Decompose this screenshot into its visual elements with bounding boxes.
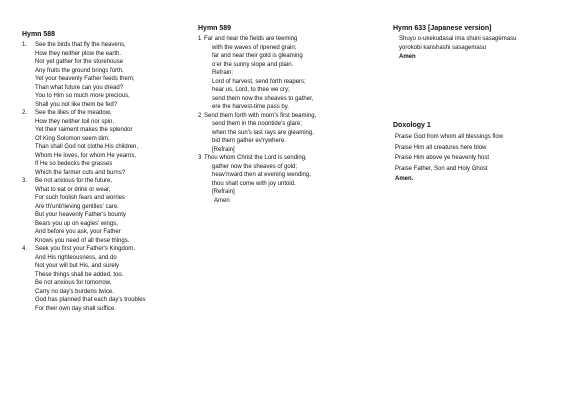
hymn-588-line (22, 262, 202, 271)
hymn-588-line (22, 305, 202, 314)
hymn-588-line (22, 58, 202, 67)
hymn-588-line (22, 92, 202, 101)
verse-line-text: Any fruits the ground brings forth. (35, 67, 124, 74)
hymn-588-line (22, 109, 202, 118)
verse-line-text: Than shall God not clothe His children, (35, 144, 139, 150)
verse-line-text: Bears you up on eagles' wings, (35, 220, 118, 227)
verse-number: 1. (22, 42, 28, 48)
doxology-title: Doxology 1 (393, 122, 431, 129)
verse-line-text: thou shalt come with joy untold. (212, 180, 296, 187)
hymn-588-line (22, 169, 202, 178)
hymn-633-line: yorokobi kanshashi sasagemasu (399, 44, 487, 51)
verse-line-text: gather now the sheaves of gold; (212, 163, 298, 170)
hymn-589-line (198, 188, 373, 197)
hymn-589-title: Hymn 589 (198, 25, 232, 32)
hymn-588-line (22, 118, 202, 127)
hymn-589-line (198, 61, 373, 70)
verse-number: 2 (198, 112, 202, 119)
verse-line-text: Lord of harvest, send forth reapers; (212, 78, 306, 85)
hymn-588-line (22, 288, 202, 297)
hymn-588-line (22, 203, 202, 212)
verse-line-text: Refrain: (212, 70, 234, 76)
verse-number: 3 (198, 155, 202, 161)
verse-line-text: Nor yet gather for the storehouse (35, 59, 124, 65)
verse-number: 1 (198, 36, 202, 42)
verse-line-text: hear us, Lord, to thee we cry; (212, 87, 290, 93)
verse-line-text: Thou whom Christ the Lord is sending, (204, 155, 307, 161)
hymn-588-line (22, 296, 202, 305)
hymn-588-line (22, 101, 202, 110)
verse-line-text: Are th'unb'lieving gentiles' care. (35, 203, 119, 210)
hymn-589-line (198, 78, 373, 87)
verse-line-text: heav'nward then at evening wending, (212, 172, 311, 178)
verse-line-text: Of King Solomon seem dim. (35, 135, 110, 142)
verse-line-text: Knows you need of all these things. (35, 237, 130, 244)
hymn-633-line: Shuyo o-ukekudasai ima shuni sasagemasu (399, 36, 517, 42)
verse-line-text: Not your will but His, and surely (35, 263, 120, 269)
hymn-588-line (22, 245, 202, 254)
hymn-589-line (198, 86, 373, 95)
hymn-588-line (22, 50, 202, 59)
verse-line-text: See the birds that fly the heavens, (35, 42, 126, 48)
hymn-588-line (22, 84, 202, 93)
hymn-589-line (198, 103, 373, 112)
verse-line-text: And before you ask, your Father (35, 229, 121, 235)
verse-line-text: How they neither plow the earth. (35, 50, 122, 57)
doxology-amen: Amen. (395, 176, 414, 182)
hymn-589-line (198, 154, 373, 163)
verse-line-text: You to Him so much more precious, (35, 93, 130, 99)
verse-number: 4. (22, 246, 28, 252)
verse-line-text: send them now the sheaves to gather, (212, 95, 314, 102)
hymn-633-title: Hymn 633 [Japanese version] (393, 25, 492, 32)
verse-line-text: Yet your heavenly Father feeds them; (35, 76, 135, 82)
hymn-589-line (198, 120, 373, 129)
verse-line-text: And His righteousness, and do (35, 254, 117, 261)
verse-line-text: But your heavenly Father's bounty (35, 212, 126, 218)
hymn-588-line (22, 228, 202, 237)
hymn-589-line (198, 180, 373, 189)
hymn-588-line (22, 67, 202, 76)
hymn-588-line (22, 160, 202, 169)
verse-line-text: with the waves of ripened grain; (212, 44, 297, 51)
verse-line-text: o'er the sunny slope and plain. (212, 61, 294, 68)
verse-line-text: Whom He loves, for whom He yearns, (35, 152, 137, 159)
verse-line-text: Be not anxious for tomorrow, (35, 280, 112, 286)
hymn-588-line (22, 194, 202, 203)
verse-line-text: [Refrain] (212, 189, 235, 195)
verse-line-text: See the lilies of the meadow, (35, 110, 112, 116)
hymn-589-amen: Amen (214, 197, 230, 204)
hymn-633-amen: Amen (399, 54, 416, 60)
hymn-588-line (22, 211, 202, 220)
hymn-588-line (22, 152, 202, 161)
verse-line-text: How they neither toil nor spin. (35, 118, 115, 125)
verse-line-text: send them in the noontide's glare; (212, 121, 302, 127)
hymn-588-line (22, 220, 202, 229)
verse-line-text: when the sun's last rays are gleaming, (212, 129, 314, 136)
verse-line-text: For their own day shall suffice. (35, 305, 116, 312)
hymn-588-verses (22, 41, 202, 313)
hymn-589-line (198, 44, 373, 53)
verse-line-text: For such foolish fears and worries (35, 195, 126, 201)
verse-number: 3. (22, 178, 28, 184)
verse-line-text: What to eat or drink or wear, (35, 186, 111, 193)
doxology-line: Praise Him all creatures here blow (395, 144, 487, 151)
hymn-588-line (22, 237, 202, 246)
verse-line-text: far and near their gold is gleaming (212, 53, 303, 59)
verse-line-text: Than what future can you dread? (35, 84, 124, 91)
hymn-589-line (198, 35, 373, 44)
verse-line-text: Yet their raiment makes the splendor (35, 127, 133, 133)
hymn-589-lines (198, 35, 373, 197)
hymn-589-line (198, 129, 373, 138)
hymn-589-line (198, 137, 373, 146)
hymn-588-line (22, 279, 202, 288)
doxology-line: Praise Him above ye heavenly host (395, 155, 490, 161)
hymn-589-line (198, 146, 373, 155)
hymn-588-line (22, 135, 202, 144)
hymn-588-line (22, 41, 202, 50)
verse-line-text: Shall you not like them be fed? (35, 101, 118, 108)
doxology-line: Praise God from whom all blessings flow (395, 134, 504, 140)
doxology-line: Praise Father, Son and Holy Ghost (395, 165, 488, 172)
verse-line-text: [Refrain] (212, 146, 235, 153)
hymn-589-line (198, 163, 373, 172)
hymn-588-line (22, 143, 202, 152)
verse-line-text: Carry no day's burdens twice. (35, 288, 114, 295)
verse-line-text: If He so bedecks the grasses (35, 161, 113, 167)
hymn-588-line (22, 254, 202, 263)
hymn-589-column (198, 24, 373, 205)
verse-line-text: Far and near the fields are teeming (204, 36, 298, 42)
verse-number: 2. (22, 110, 28, 116)
hymn-588-line (22, 177, 202, 186)
hymn-633-column (393, 24, 561, 62)
hymn-588-column (22, 30, 202, 313)
hymn-589-line (198, 171, 373, 180)
hymn-588-line (22, 75, 202, 84)
verse-line-text: Which the farmer cuts and burns? (35, 169, 126, 176)
hymn-589-line (198, 112, 373, 121)
hymn-589-line (198, 69, 373, 78)
hymn-589-line (198, 52, 373, 61)
verse-line-text: bid them gather ev'rywhere. (212, 138, 286, 144)
hymn-588-title: Hymn 588 (22, 31, 56, 38)
verse-line-text: God has planned that each day's troubles (35, 297, 146, 303)
verse-line-text: Send them forth with morn's first beaming, (204, 112, 317, 119)
hymn-588-line (22, 271, 202, 280)
hymn-588-line (22, 186, 202, 195)
verse-line-text: Be not anxious for the future, (35, 178, 113, 184)
hymn-589-line (198, 95, 373, 104)
verse-line-text: Seek you first your Father's Kingdom, (35, 246, 135, 252)
verse-line-text: These things shall be added, too. (35, 271, 124, 278)
doxology-column (393, 121, 561, 185)
hymn-588-line (22, 126, 202, 135)
verse-line-text: ere the harvest-time pass by. (212, 104, 289, 110)
